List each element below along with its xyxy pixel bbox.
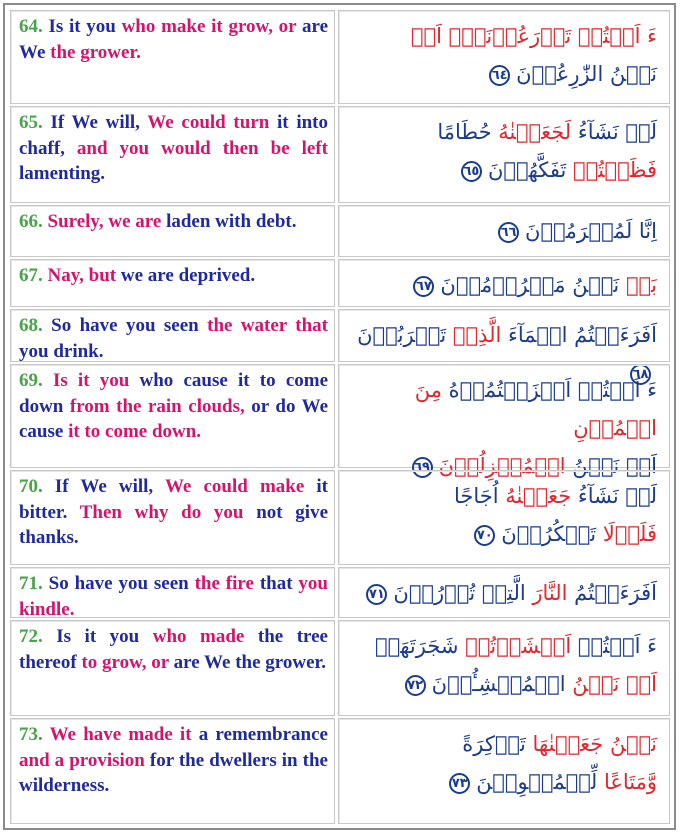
translation-segment: from the rain clouds, bbox=[69, 395, 252, 417]
english-translation bbox=[19, 722, 328, 799]
verse-row bbox=[10, 364, 670, 478]
english-translation bbox=[19, 263, 328, 289]
translation-segment: we are deprived. bbox=[120, 265, 256, 286]
translation-segment: for the dwellers in the wilderness. bbox=[19, 749, 328, 796]
arabic-segment: تَشۡكُرُوۡنَ bbox=[501, 522, 603, 546]
ayah-marker-icon: ٦٦ bbox=[498, 222, 519, 243]
english-translation bbox=[19, 624, 328, 675]
arabic-segment: اِنَّا لَمُغۡرَمُوۡنَ bbox=[525, 219, 657, 243]
translation-segment: a remembrance bbox=[198, 724, 328, 745]
ayah-marker-icon: ٦٤ bbox=[489, 65, 510, 86]
english-translation bbox=[19, 368, 328, 445]
arabic-segment: اَمۡ نَحۡنُ bbox=[565, 454, 657, 478]
english-cell bbox=[10, 309, 335, 362]
translation-segment: laden with debt. bbox=[166, 211, 297, 232]
verse-row bbox=[10, 10, 670, 104]
arabic-line bbox=[347, 17, 657, 55]
english-cell bbox=[10, 205, 335, 257]
ayah-marker-icon: ٦٧ bbox=[413, 276, 434, 297]
verse-row bbox=[10, 205, 670, 257]
arabic-segment: اَنۡشَاۡتُمۡ bbox=[465, 634, 572, 658]
translation-segment: the fire bbox=[194, 573, 260, 594]
verse-row bbox=[10, 620, 670, 716]
arabic-cell bbox=[338, 259, 670, 307]
translation-segment: We could make bbox=[164, 476, 317, 497]
arabic-cell bbox=[338, 620, 670, 716]
arabic-line bbox=[347, 55, 657, 93]
verse-number: 68. bbox=[19, 315, 52, 336]
translation-segment: are We bbox=[19, 16, 329, 63]
translation-segment: who made bbox=[152, 626, 258, 647]
verse-number: 70. bbox=[19, 476, 55, 497]
arabic-cell bbox=[338, 567, 670, 618]
arabic-segment: ءَ اَنۡتُمۡ bbox=[571, 634, 657, 658]
arabic-line bbox=[347, 763, 657, 801]
arabic-segment: ءَ اَنۡتُمۡ تَزۡرَعُوۡنَهٗۤ اَمۡ bbox=[410, 24, 657, 48]
verse-row bbox=[10, 106, 670, 203]
translation-segment: We could turn bbox=[147, 112, 278, 133]
translation-segment: you kindle. bbox=[19, 573, 328, 620]
arabic-segment: شَجَرَتَهَاۤ bbox=[375, 634, 466, 658]
arabic-segment: لِّلۡمُقۡوِيۡنَ bbox=[476, 770, 604, 794]
verse-row bbox=[10, 470, 670, 565]
ayah-marker-icon: ٧٢ bbox=[405, 675, 426, 696]
translation-segment: it into chaff, bbox=[19, 112, 329, 159]
arabic-line bbox=[347, 627, 657, 665]
arabic-line bbox=[347, 477, 657, 515]
english-translation bbox=[19, 474, 328, 551]
verse-number: 71. bbox=[19, 573, 49, 594]
translation-segment: Is it you bbox=[52, 370, 140, 391]
translation-segment: Then why do you bbox=[79, 501, 257, 523]
arabic-line bbox=[347, 725, 657, 763]
arabic-segment: جَعَلۡنٰهُ bbox=[505, 484, 572, 508]
translation-segment: If We will, bbox=[50, 112, 148, 133]
ayah-marker-icon: ٧٣ bbox=[449, 773, 470, 794]
translation-segment: who make it grow, or bbox=[121, 16, 302, 37]
english-cell bbox=[10, 364, 335, 468]
english-cell bbox=[10, 259, 335, 307]
verse-row bbox=[10, 718, 670, 824]
english-cell bbox=[10, 10, 335, 104]
arabic-line bbox=[347, 574, 657, 612]
verse-number: 66. bbox=[19, 211, 48, 232]
arabic-segment: تَفَكَّهُوۡنَ bbox=[487, 158, 573, 182]
arabic-cell bbox=[338, 205, 670, 257]
arabic-segment: الۡمُنۡزِلُوۡنَ bbox=[438, 454, 566, 478]
translation-segment: are We the grower. bbox=[173, 651, 326, 673]
arabic-segment: الَّتِىۡ تُوۡرُوۡنَ bbox=[393, 581, 526, 605]
arabic-cell bbox=[338, 309, 670, 382]
arabic-segment: تَذۡكِرَةً bbox=[462, 732, 533, 756]
verse-number: 67. bbox=[19, 265, 48, 286]
arabic-segment: النَّارَ bbox=[525, 581, 568, 605]
translation-segment: you drink. bbox=[19, 340, 104, 362]
arabic-segment: تَشۡرَبُوۡنَ bbox=[357, 323, 453, 347]
translation-segment: lamenting. bbox=[19, 163, 106, 184]
translation-segment: that bbox=[259, 573, 299, 594]
translation-segment: Is it you bbox=[48, 16, 122, 37]
translation-segment: or do We cause bbox=[19, 395, 329, 442]
english-cell bbox=[10, 567, 335, 618]
arabic-segment: اَفَرَءَيۡتُمُ bbox=[567, 581, 657, 605]
ayah-marker-icon: ٧١ bbox=[366, 584, 387, 605]
translation-segment: not give thanks. bbox=[19, 501, 329, 548]
arabic-line bbox=[347, 212, 657, 250]
translation-segment: who cause it to come down bbox=[19, 370, 329, 417]
arabic-segment: الۡمَآءَ bbox=[501, 323, 568, 347]
arabic-cell bbox=[338, 470, 670, 565]
arabic-segment: اَفَرَءَيۡتُمُ bbox=[567, 323, 657, 347]
arabic-line bbox=[347, 151, 657, 189]
arabic-segment: نَحۡنُ جَعَلۡنٰهَا bbox=[532, 732, 657, 756]
arabic-segment: فَلَوۡلَا bbox=[602, 522, 657, 546]
arabic-cell bbox=[338, 718, 670, 824]
translation-segment: So have you seen bbox=[48, 573, 195, 594]
ayah-marker-icon: ٦٩ bbox=[412, 457, 433, 478]
ayah-marker-icon: ٧٠ bbox=[474, 525, 495, 546]
arabic-segment: لَجَعَلۡنٰهُ bbox=[498, 120, 572, 144]
arabic-segment: الَّذِىۡ bbox=[452, 323, 502, 347]
arabic-cell bbox=[338, 106, 670, 203]
arabic-segment: لَوۡ نَشَآءُ bbox=[571, 484, 657, 508]
translation-segment: So have you seen bbox=[51, 315, 208, 336]
arabic-segment: حُطَامًا bbox=[437, 120, 499, 144]
translation-segment: If We will, bbox=[54, 476, 165, 497]
translation-segment: that bbox=[295, 315, 329, 336]
arabic-cell bbox=[338, 10, 670, 104]
arabic-segment: ءَ اَنۡتُمۡ اَنۡزَلۡتُمُوۡهُ bbox=[442, 378, 657, 402]
verse-number: 69. bbox=[19, 370, 53, 391]
arabic-segment: بَلۡ bbox=[625, 273, 657, 297]
ayah-marker-icon: ٦٨ bbox=[630, 364, 651, 385]
arabic-segment: وَّمَتَاعًا bbox=[603, 770, 657, 794]
english-translation bbox=[19, 209, 328, 235]
arabic-line bbox=[347, 371, 657, 447]
english-translation bbox=[19, 110, 328, 187]
verse-row bbox=[10, 259, 670, 307]
arabic-segment: اُجَاجًا bbox=[453, 484, 506, 508]
verse-row bbox=[10, 567, 670, 618]
arabic-segment: مِنَ الۡمُزۡنِ bbox=[414, 378, 657, 440]
arabic-segment: اَمۡ نَحۡنُ bbox=[572, 672, 657, 696]
translation-segment: the grower. bbox=[50, 41, 141, 63]
translation-segment: it bitter. bbox=[19, 476, 328, 523]
arabic-segment: نَحۡنُ مَحۡرُوۡمُوۡنَ bbox=[440, 273, 626, 297]
arabic-line bbox=[347, 665, 657, 703]
translation-segment: it to come down. bbox=[68, 421, 202, 442]
arabic-cell bbox=[338, 364, 670, 478]
arabic-segment: الۡمُنۡشِـُٔوۡنَ bbox=[431, 672, 573, 696]
translation-segment: to grow, or bbox=[81, 651, 174, 673]
english-translation bbox=[19, 313, 328, 364]
translation-segment: the water bbox=[207, 315, 296, 336]
translation-segment: Nay, but bbox=[47, 265, 121, 286]
arabic-line bbox=[347, 515, 657, 553]
arabic-line bbox=[347, 113, 657, 151]
english-cell bbox=[10, 718, 335, 824]
translation-segment: the tree thereof bbox=[19, 626, 328, 673]
english-cell bbox=[10, 470, 335, 565]
english-cell bbox=[10, 106, 335, 203]
arabic-segment: نَحۡنُ الزّٰرِعُوۡنَ bbox=[516, 62, 657, 86]
english-translation bbox=[19, 14, 328, 65]
ayah-marker-icon: ٦٥ bbox=[461, 161, 482, 182]
arabic-segment: فَظَلۡتُمۡ bbox=[572, 158, 657, 182]
english-translation bbox=[19, 571, 328, 622]
translation-segment: Is it you bbox=[56, 626, 153, 647]
arabic-line bbox=[347, 266, 657, 304]
translation-segment: and a provision bbox=[19, 749, 150, 771]
english-cell bbox=[10, 620, 335, 716]
verse-number: 65. bbox=[19, 112, 51, 133]
verse-number: 64. bbox=[19, 16, 49, 37]
translation-segment: We have made it bbox=[49, 724, 199, 745]
verse-number: 73. bbox=[19, 724, 50, 745]
verse-number: 72. bbox=[19, 626, 57, 647]
translation-segment: Surely, we are bbox=[47, 211, 167, 232]
arabic-segment: لَوۡ نَشَآءُ bbox=[571, 120, 657, 144]
translation-segment: and you would then be left bbox=[76, 137, 328, 159]
